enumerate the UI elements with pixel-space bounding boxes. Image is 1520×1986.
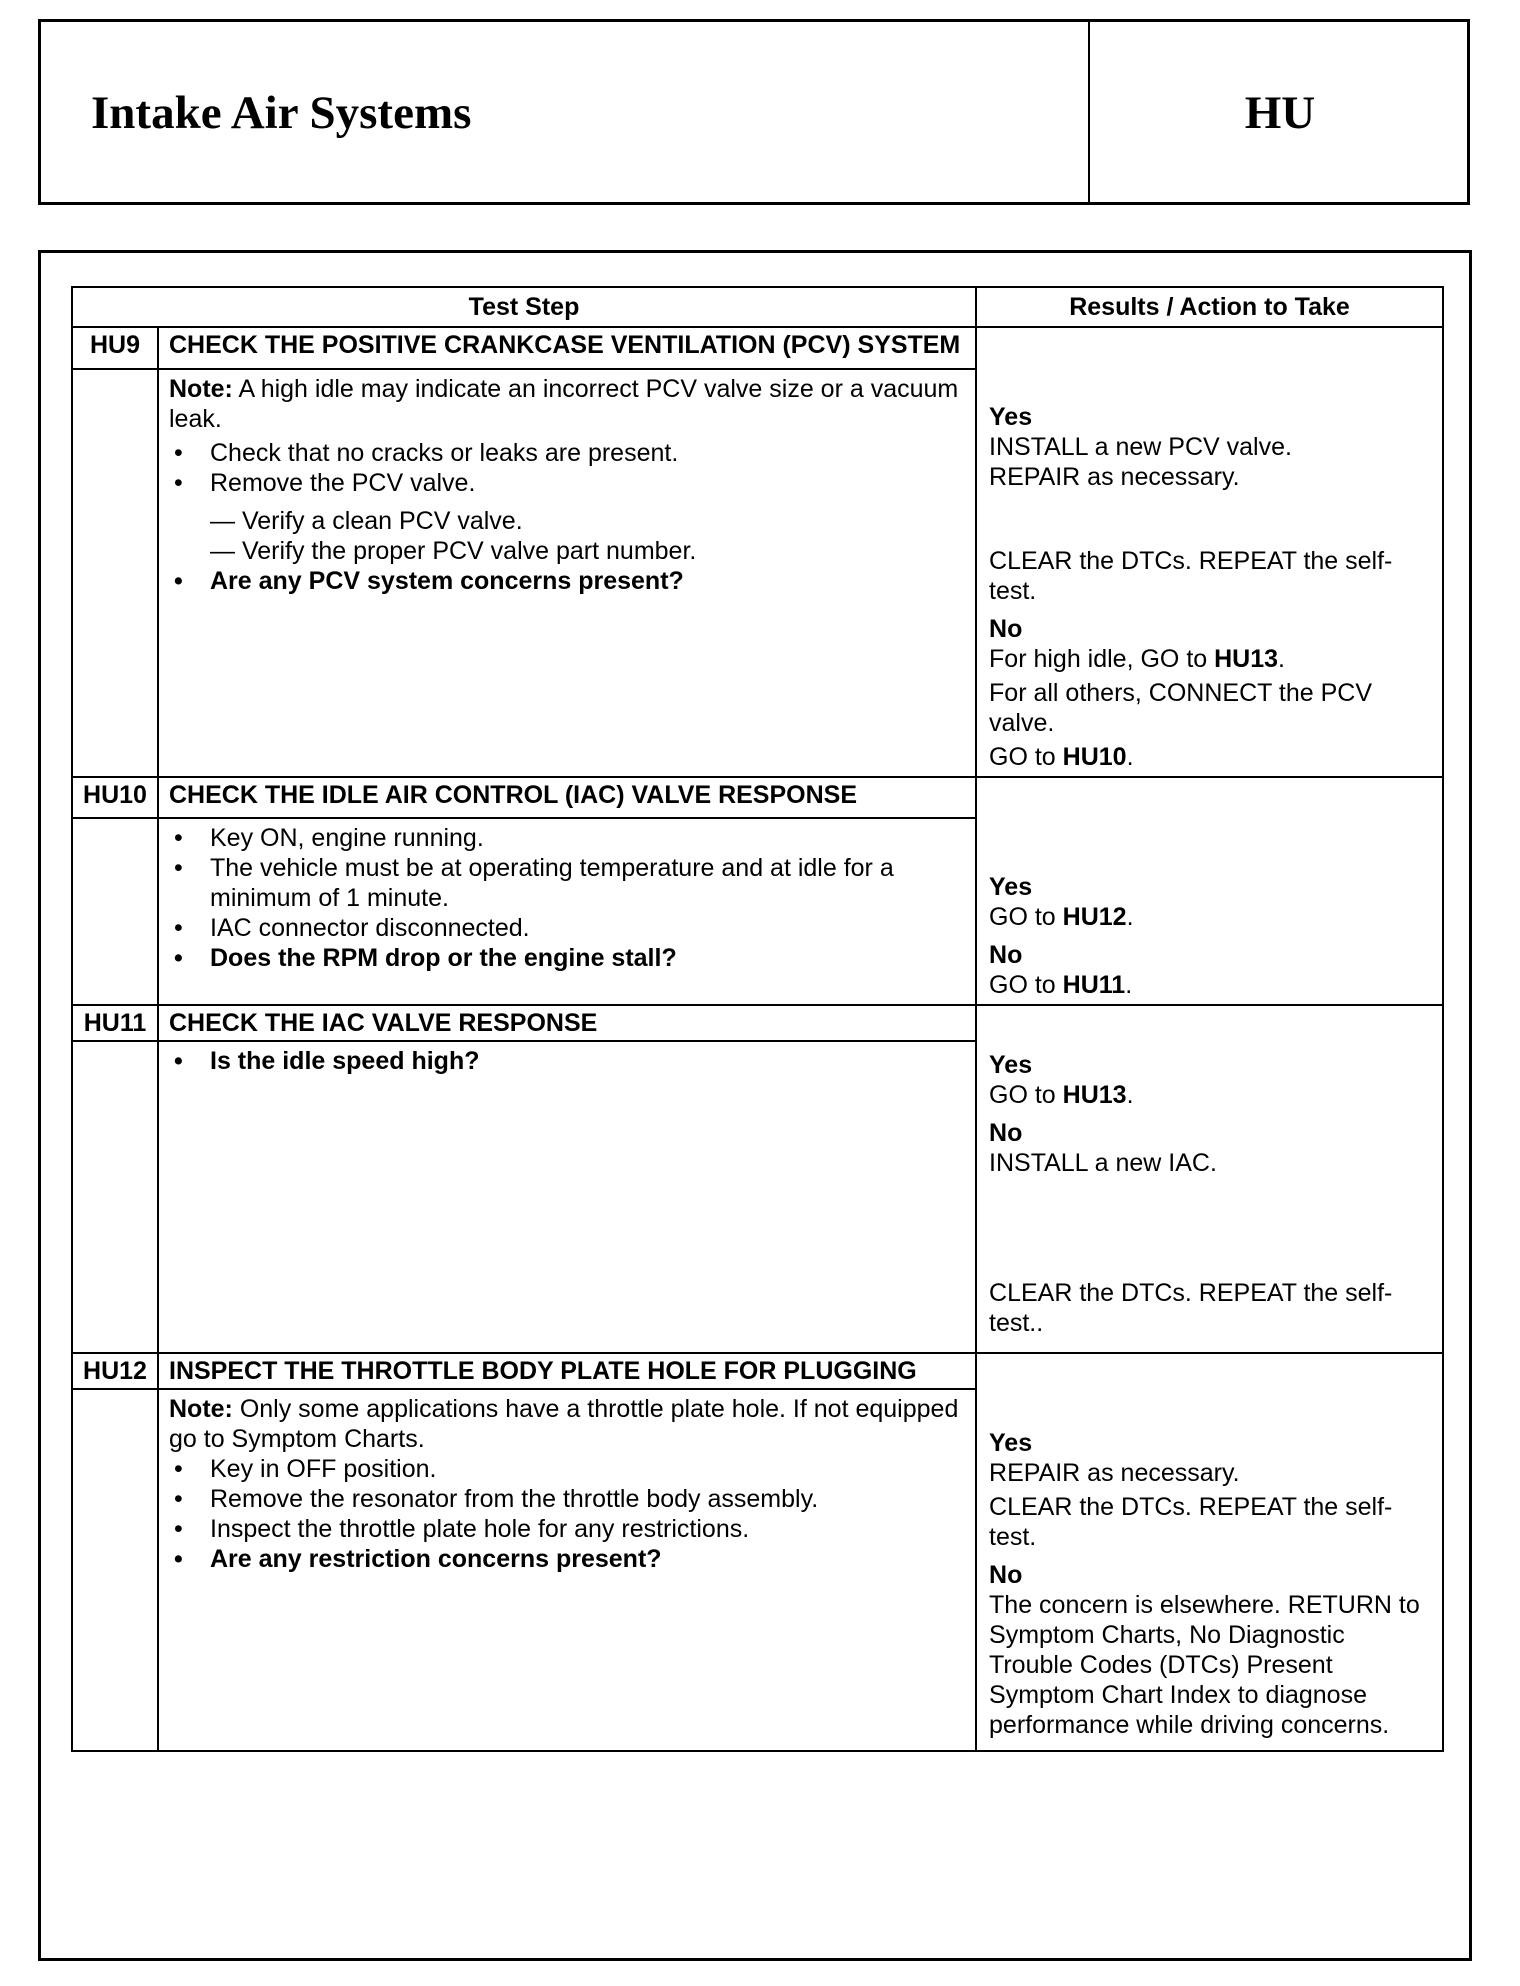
step-body-hu12 xyxy=(158,1389,976,1751)
result-text-part: . xyxy=(1126,1081,1134,1109)
results-cell-hu11 xyxy=(976,1005,1443,1353)
step-id-spacer xyxy=(72,1389,158,1751)
result-text xyxy=(989,970,1432,1000)
yes-label: Yes xyxy=(989,1051,1033,1079)
result-text: The concern is elsewhere. RETURN to Symptom Charts, No Diagnostic Trouble Codes (DTCs) Present Symptom Chart Index to diagnose performance while driving concerns. xyxy=(989,1591,1420,1739)
result-text: For all others, CONNECT the PCV valve. xyxy=(989,679,1372,737)
step-reference-hu13: HU13 xyxy=(1062,1081,1127,1109)
note-label: Note: xyxy=(169,1395,233,1423)
result-text-part: GO to xyxy=(989,743,1063,771)
step-title-row-hu10 xyxy=(72,777,1443,818)
no-label: No xyxy=(989,1119,1023,1147)
result-text-part: . xyxy=(1126,743,1134,771)
results-cell-hu9 xyxy=(976,327,1443,777)
bullet-item: • IAC connector disconnected. xyxy=(169,913,965,943)
result-text-part: GO to xyxy=(989,971,1063,999)
yes-label: Yes xyxy=(989,403,1033,431)
step-reference-hu11: HU11 xyxy=(1062,971,1126,999)
bullet-item: • Inspect the throttle plate hole for any restrictions. xyxy=(169,1514,965,1544)
note-label: Note: xyxy=(169,375,233,403)
no-label: No xyxy=(989,941,1023,969)
result-text xyxy=(989,1080,1432,1110)
question-item: • Does the RPM drop or the engine stall? xyxy=(169,943,965,973)
sub-item: — Verify a clean PCV valve. xyxy=(210,507,523,535)
step-title-row-hu11 xyxy=(72,1005,1443,1041)
step-title-hu9: CHECK THE POSITIVE CRANKCASE VENTILATION (PCV) SYSTEM xyxy=(158,327,976,369)
no-label: No xyxy=(989,615,1023,643)
result-text: INSTALL a new PCV valve. xyxy=(989,433,1292,461)
results-cell-hu10 xyxy=(976,777,1443,1005)
result-text: CLEAR the DTCs. REPEAT the self-test. xyxy=(989,547,1393,605)
bullet-item: • Key in OFF position. xyxy=(169,1454,965,1484)
note-text: Only some applications have a throttle plate hole. If not equipped go to Symptom Charts. xyxy=(169,1395,959,1453)
result-text-part: . xyxy=(1278,645,1285,673)
note xyxy=(169,1394,965,1454)
result-text: CLEAR the DTCs. REPEAT the self-test.. xyxy=(989,1279,1393,1337)
result-text-part: GO to xyxy=(989,903,1063,931)
step-body-hu10 xyxy=(158,818,976,1005)
step-id-hu10: HU10 xyxy=(72,777,158,818)
step-title-hu11: CHECK THE IAC VALVE RESPONSE xyxy=(158,1005,976,1041)
step-reference-hu10: HU10 xyxy=(1062,743,1127,771)
no-label: No xyxy=(989,1561,1023,1589)
note xyxy=(169,374,965,434)
bullet-item: • The vehicle must be at operating temperature and at idle for a minimum of 1 minute. xyxy=(169,853,965,913)
result-text xyxy=(989,902,1432,932)
result-text: REPAIR as necessary. xyxy=(989,1459,1240,1487)
step-body-hu11 xyxy=(158,1041,976,1353)
step-id-hu9: HU9 xyxy=(72,327,158,369)
step-id-spacer xyxy=(72,1041,158,1353)
step-id-hu12: HU12 xyxy=(72,1353,158,1389)
result-text-part: . xyxy=(1125,971,1133,999)
step-body-hu9 xyxy=(158,369,976,777)
step-reference-hu12: HU12 xyxy=(1062,903,1127,931)
result-text: REPAIR as necessary. xyxy=(989,463,1240,491)
sub-item: — Verify the proper PCV valve part number. xyxy=(210,537,697,565)
column-header-results: Results / Action to Take xyxy=(976,287,1443,327)
step-id-spacer xyxy=(72,818,158,1005)
question-item: • Are any PCV system concerns present? xyxy=(169,566,965,596)
column-header-test-step: Test Step xyxy=(72,287,976,327)
results-cell-hu12 xyxy=(976,1353,1443,1751)
result-text: INSTALL a new IAC. xyxy=(989,1149,1217,1177)
bullet-item: • Key ON, engine running. xyxy=(169,823,965,853)
result-text xyxy=(989,644,1432,674)
question-item: • Are any restriction concerns present? xyxy=(169,1544,965,1574)
step-title-row-hu12 xyxy=(72,1353,1443,1389)
step-id-hu11: HU11 xyxy=(72,1005,158,1041)
bullet-item: • Check that no cracks or leaks are present. xyxy=(169,438,965,468)
result-text-part: . xyxy=(1126,903,1134,931)
result-text: CLEAR the DTCs. REPEAT the self-test. xyxy=(989,1493,1393,1551)
result-text-part: GO to xyxy=(989,1081,1063,1109)
question-item: • Is the idle speed high? xyxy=(169,1046,965,1076)
bullet-item: • Remove the PCV valve. xyxy=(169,468,965,498)
step-title-hu12: INSPECT THE THROTTLE BODY PLATE HOLE FOR PLUGGING xyxy=(158,1353,976,1389)
section-title: Intake Air Systems xyxy=(91,87,472,139)
section-code: HU xyxy=(1244,87,1316,139)
yes-label: Yes xyxy=(989,1429,1033,1457)
step-title-hu10: CHECK THE IDLE AIR CONTROL (IAC) VALVE RESPONSE xyxy=(158,777,976,818)
note-text: A high idle may indicate an incorrect PCV valve size or a vacuum leak. xyxy=(169,375,959,433)
step-id-spacer xyxy=(72,369,158,777)
step-reference-hu13: HU13 xyxy=(1214,645,1279,673)
result-text xyxy=(989,742,1432,772)
page-header xyxy=(38,19,1470,205)
yes-label: Yes xyxy=(989,873,1033,901)
table-header-row xyxy=(72,287,1443,327)
bullet-item: • Remove the resonator from the throttle body assembly. xyxy=(169,1484,965,1514)
diagnostic-table xyxy=(71,286,1444,1752)
step-title-row-hu9 xyxy=(72,327,1443,369)
result-text-part: For high idle, GO to xyxy=(989,645,1215,673)
